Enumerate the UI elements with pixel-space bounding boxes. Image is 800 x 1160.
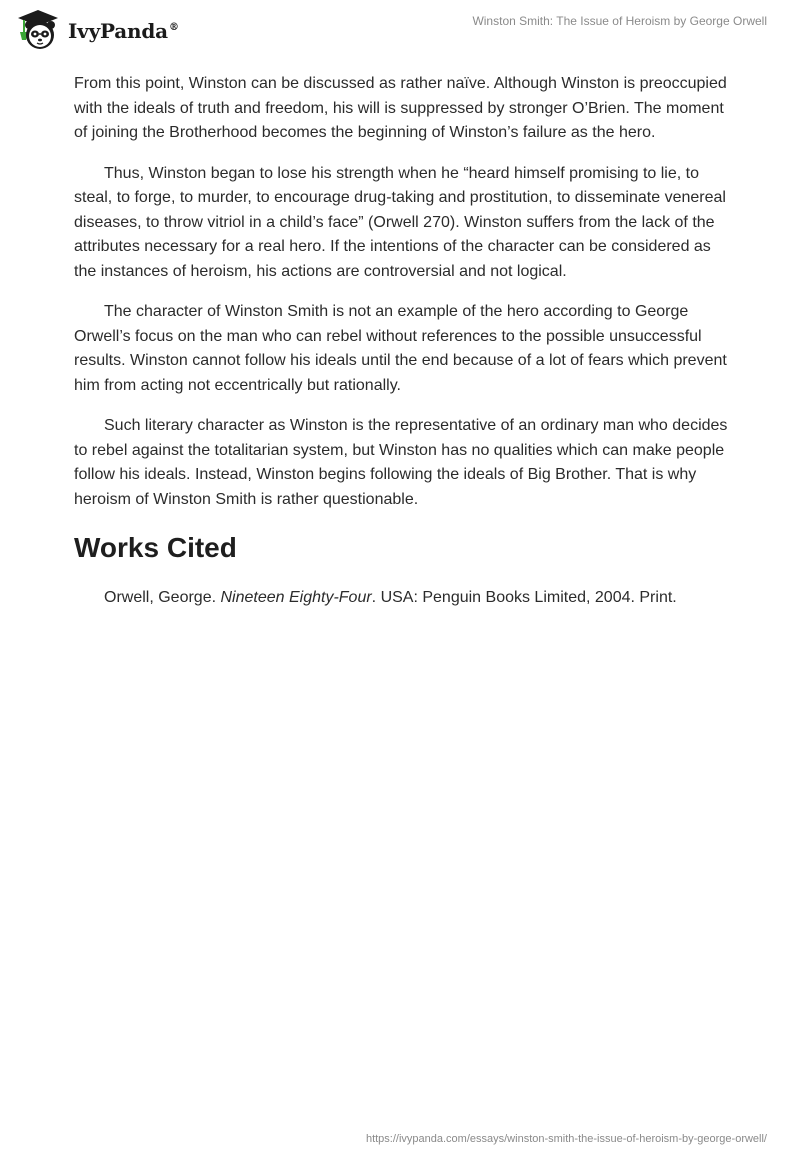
citation-entry [74,586,728,610]
registered-mark: ® [168,22,179,34]
citation-title: Nineteen Eighty-Four [220,589,372,606]
paragraph-1: From this point, Winston can be discussed as rather naïve. Although Winston is preoccupied with the ideals of truth and freedom, his will is suppressed by stronger O’Brien. The moment of joining the Brotherhood becomes the beginning of Winston’s failure as the hero. [74,75,727,141]
paragraph-2: Thus, Winston began to lose his strength when he “heard himself promising to lie, to steal, to forge, to murder, to encourage drug-taking and prostitution, to disseminate venereal diseases, to throw vitriol in a child’s face” (Orwell 270). Winston suffers from the lack of the attributes necessary for a real hero. If the intentions of the character can be considered as the instances of heroism, his actions are controversial and not logical. [74,164,726,280]
ivypanda-logo[interactable] [16,8,179,52]
document-title: Winston Smith: The Issue of Heroism by George Orwell [472,14,767,28]
source-url[interactable]: https://ivypanda.com/essays/winston-smith-the-issue-of-heroism-by-george-orwell/ [365,1133,767,1145]
works-cited-heading: Works Cited [74,532,237,563]
paragraph-3: The character of Winston Smith is not an example of the hero according to George Orwell’s focus on the man who can rebel without references to the possible unsuccessful results. Winston cannot follow his ideals until the end because of a lot of fears which prevent him from acting not eccentrically but rationally. [74,303,727,394]
logo-wordmark: IvyPanda® [68,19,179,43]
panda-graduate-icon [16,8,60,52]
citation-publication: . USA: Penguin Books Limited, 2004. Print. [371,589,677,606]
citation-author: Orwell, George. [104,589,221,606]
essay-content [74,72,728,610]
paragraph-4: Such literary character as Winston is the representative of an ordinary man who decides to rebel against the totalitarian system, but Winston has no qualities which can make people follow his ideals. Instead, Winston begins following the ideals of Big Brother. That is why heroism of Winston Smith is rather questionable. [74,417,728,508]
page-header [0,0,800,60]
